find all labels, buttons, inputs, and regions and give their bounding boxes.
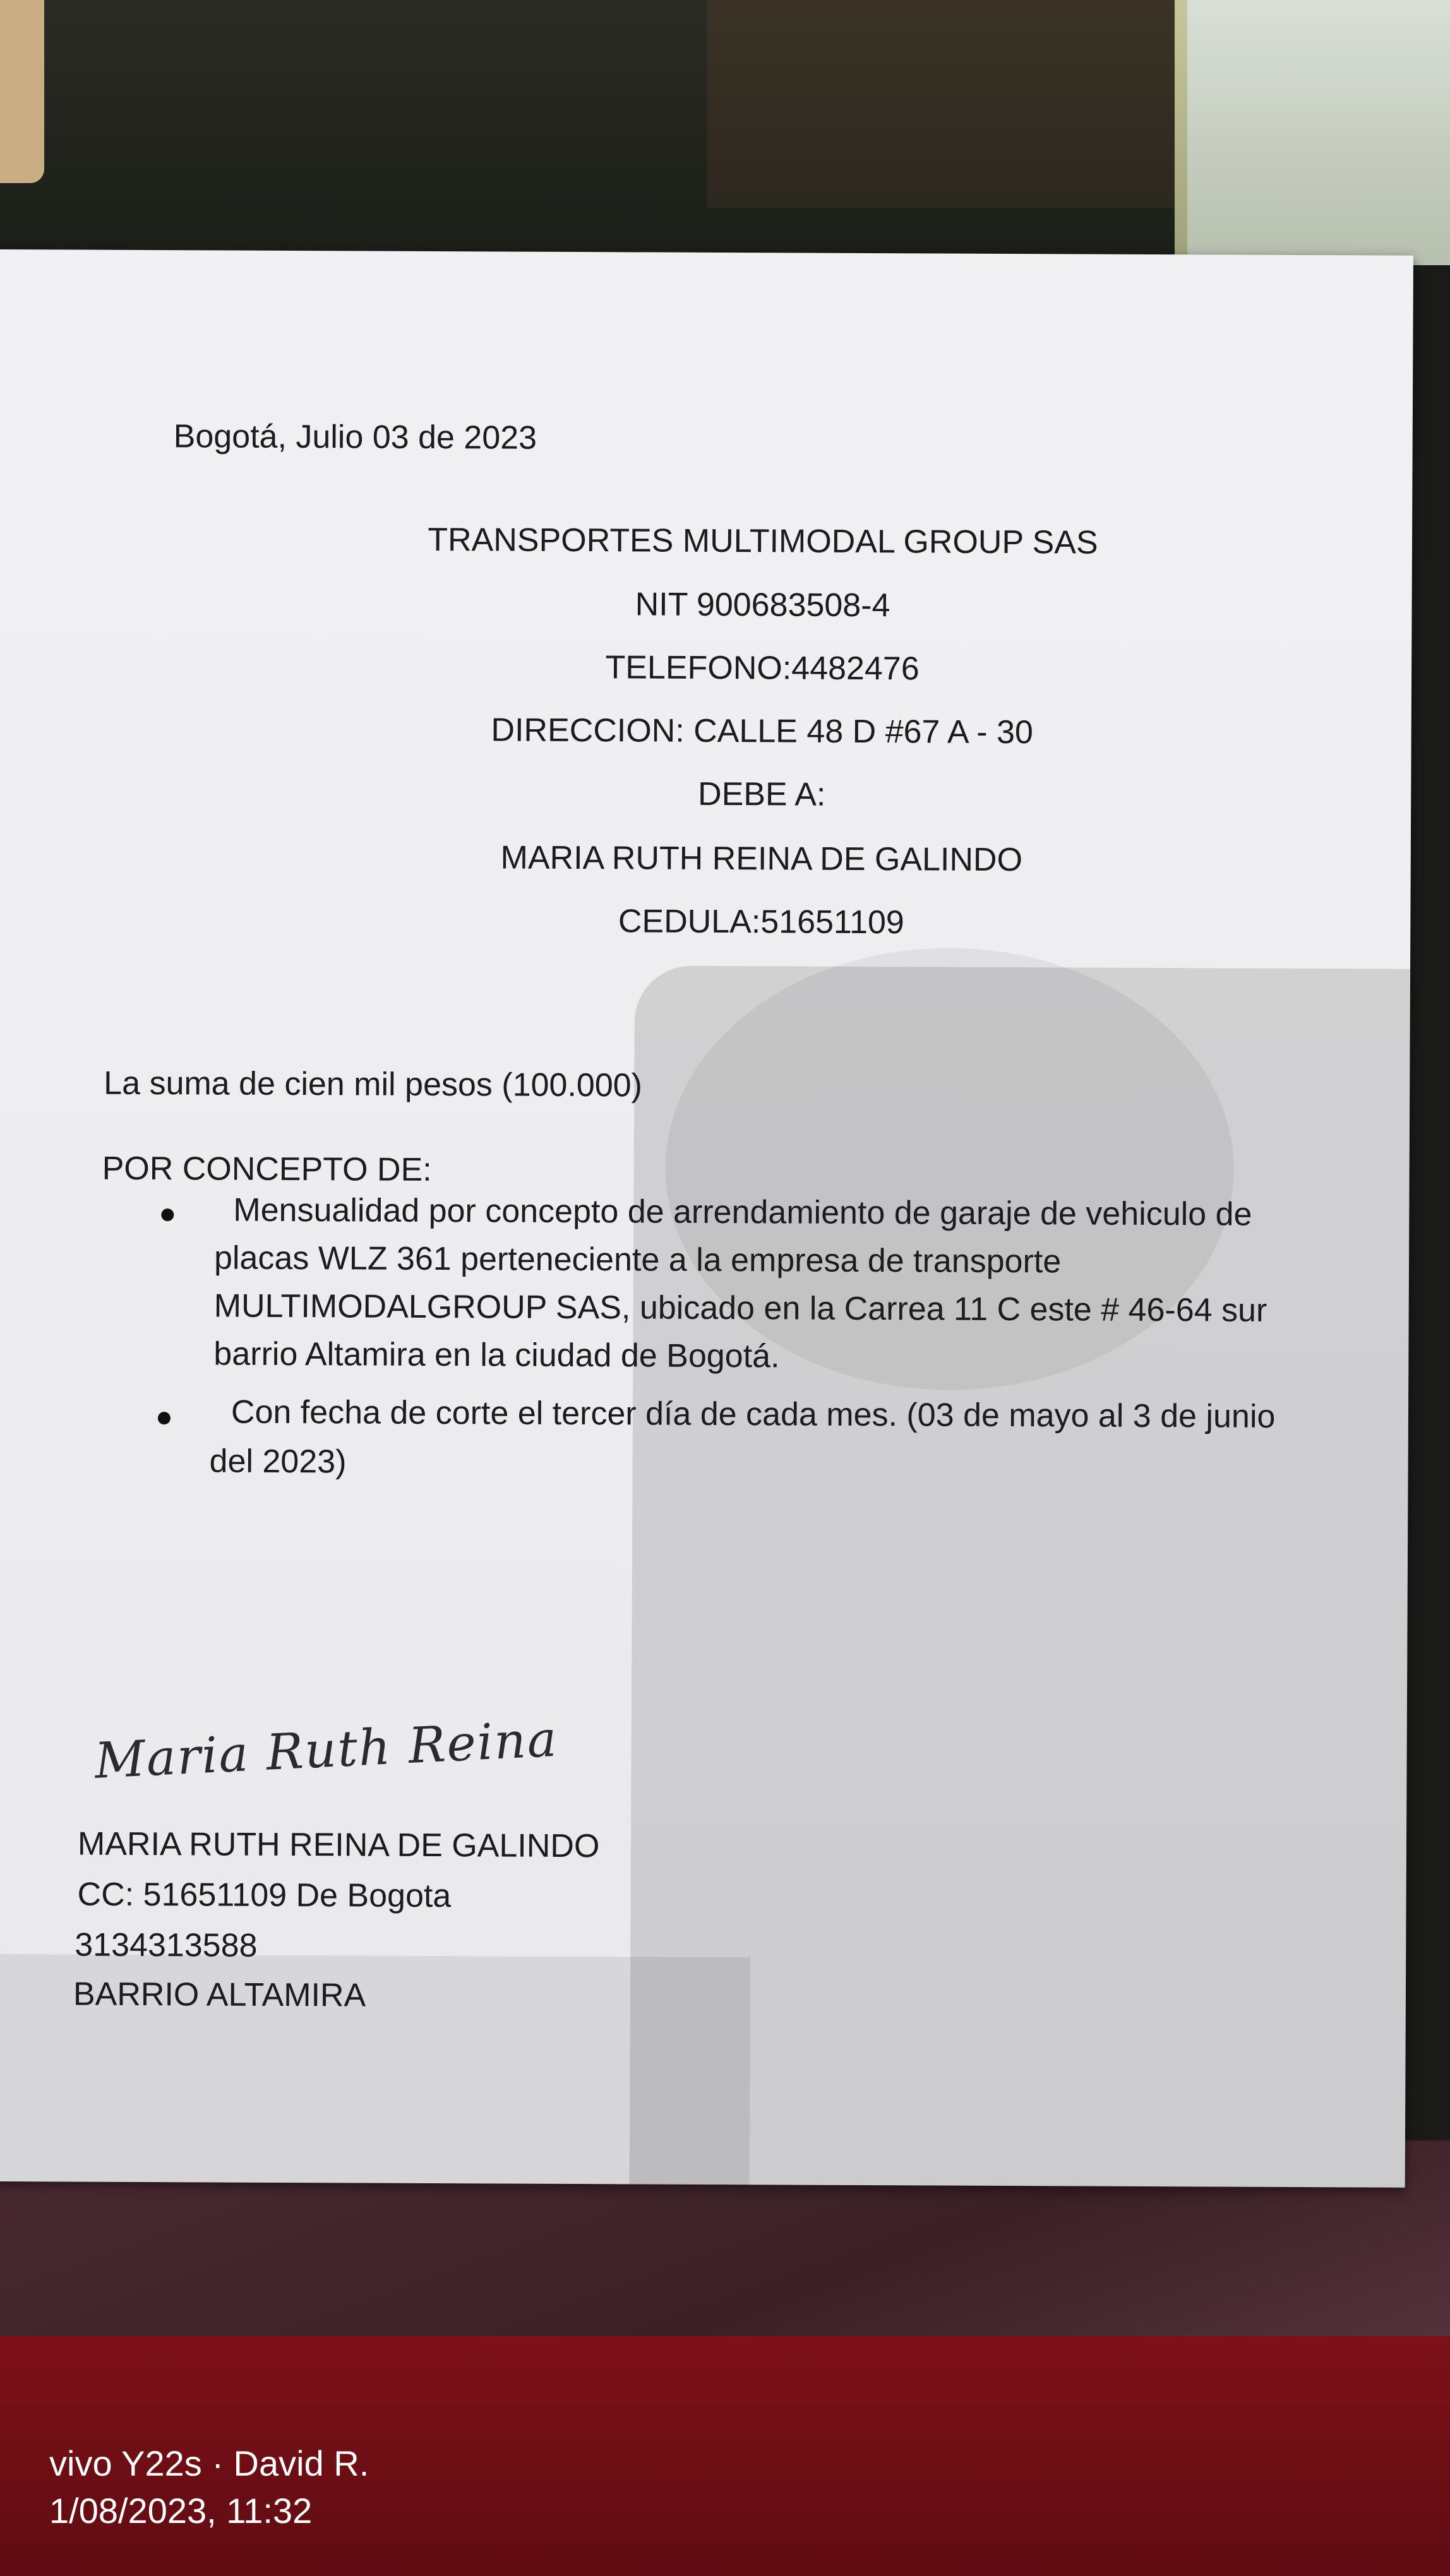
creditor-name: MARIA RUTH REINA DE GALINDO: [500, 839, 1023, 879]
bullet-2-line-2: del 2023): [209, 1443, 347, 1481]
company-phone: TELEFONO:4482476: [605, 649, 920, 688]
company-name: TRANSPORTES MULTIMODAL GROUP SAS: [428, 521, 1098, 561]
bullet-1-line-2: placas WLZ 361 perteneciente a la empresa de transporte: [213, 1239, 1062, 1280]
camera-watermark-device: vivo Y22s · David R.: [49, 2443, 369, 2483]
creditor-id: CEDULA:51651109: [618, 903, 904, 941]
company-address: DIRECCION: CALLE 48 D #67 A - 30: [491, 712, 1033, 751]
letter-date: Bogotá, Julio 03 de 2023: [173, 418, 537, 456]
background-box: [707, 0, 1200, 208]
bullet-1-line-4: barrio Altamira en la ciudad de Bogotá.: [213, 1335, 780, 1375]
bullet-2-line-1: Con fecha de corte el tercer día de cada mes. (03 de mayo al 3 de junio: [231, 1393, 1276, 1435]
signer-id: CC: 51651109 De Bogota: [77, 1876, 452, 1915]
camera-watermark-timestamp: 1/08/2023, 11:32: [49, 2491, 313, 2531]
letter-paper: [0, 249, 1413, 2188]
bullet-point: [161, 1208, 174, 1221]
bullet-1-line-1: Mensualidad por concepto de arrendamiento de garaje de vehiculo de: [233, 1191, 1252, 1233]
signer-phone: 3134313588: [75, 1926, 258, 1964]
concept-heading: POR CONCEPTO DE:: [102, 1150, 432, 1188]
bullet-point: [158, 1412, 171, 1424]
signer-name: MARIA RUTH REINA DE GALINDO: [77, 1825, 600, 1865]
owes-label: DEBE A:: [697, 775, 826, 813]
background-tab: [0, 0, 44, 183]
background-wall: [1187, 0, 1450, 265]
company-nit: NIT 900683508-4: [635, 586, 890, 624]
handwritten-signature: Maria Ruth Reina: [93, 1710, 560, 1790]
amount-line: La suma de cien mil pesos (100.000): [104, 1064, 643, 1104]
signer-neighborhood: BARRIO ALTAMIRA: [73, 1976, 366, 2014]
bullet-1-line-3: MULTIMODALGROUP SAS, ubicado en la Carrea 11 C este # 46-64 sur: [213, 1287, 1267, 1329]
